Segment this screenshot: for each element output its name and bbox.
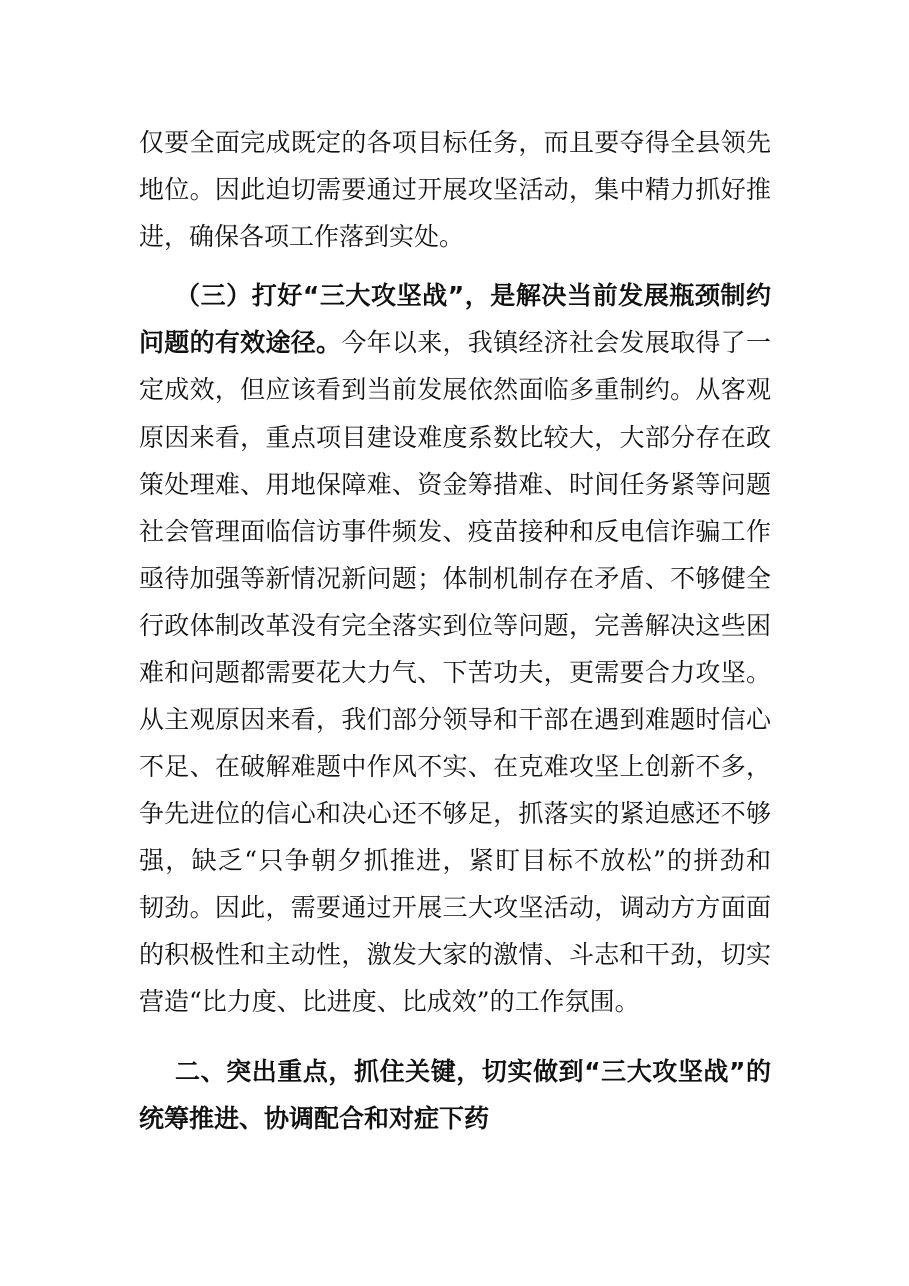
paragraph-line-mixed (139, 321, 771, 365)
paragraph-line: 强，缺乏“只争朝夕抓推进，紧盯目标不放松”的拼劲和 (139, 846, 771, 875)
paragraph-line: 争先进位的信心和决心还不够足，抓落实的紧迫感还不够 (139, 799, 771, 828)
paragraph-line: 仅要全面完成既定的各项目标任务，而且要夺得全县领先 (139, 128, 771, 157)
paragraph-text: 今年以来，我镇经济社会发展取得了一 (341, 328, 771, 357)
paragraph-line: 不足、在破解难题中作风不实、在克难攻坚上创新不多， (139, 752, 771, 781)
paragraph-line: 营造“比力度、比进度、比成效”的工作氛围。 (139, 987, 640, 1016)
paragraph-line: 韧劲。因此，需要通过开展三大攻坚活动，调动方方面面 (139, 893, 771, 922)
paragraph-line: 定成效，但应该看到当前发展依然面临多重制约。从客观 (139, 375, 771, 404)
paragraph-line: 的积极性和主动性，激发大家的激情、斗志和干劲，切实 (139, 940, 771, 969)
paragraph-line: 社会管理面临信访事件频发、疫苗接种和反电信诈骗工作 (139, 517, 771, 546)
paragraph-line: 原因来看，重点项目建设难度系数比较大，大部分存在政 (139, 423, 771, 452)
paragraph-line: 行政体制改革没有完全落实到位等问题，完善解决这些困 (139, 611, 771, 640)
subheading-three: （三）打好“三大攻坚战”，是解决当前发展瓶颈制约 (175, 281, 771, 310)
paragraph-line: 难和问题都需要花大力气、下苦功夫，更需要合力攻坚。 (139, 658, 771, 687)
paragraph-line: 从主观原因来看，我们部分领导和干部在遇到难题时信心 (139, 705, 771, 734)
paragraph-line: 进，确保各项工作落到实处。 (139, 222, 465, 251)
section-heading-two-continuation: 统筹推进、协调配合和对症下药 (139, 1104, 490, 1133)
section-heading-two: 二、突出重点，抓住关键，切实做到“三大攻坚战”的 (175, 1057, 771, 1086)
paragraph-line: 亟待加强等新情况新问题；体制机制存在矛盾、不够健全 (139, 564, 771, 593)
paragraph-line: 地位。因此迫切需要通过开展攻坚活动，集中精力抓好推 (139, 175, 771, 204)
paragraph-line: 策处理难、用地保障难、资金筹措难、时间任务紧等问题 (139, 470, 771, 499)
subheading-three-continuation: 问题的有效途径。 (139, 328, 342, 357)
